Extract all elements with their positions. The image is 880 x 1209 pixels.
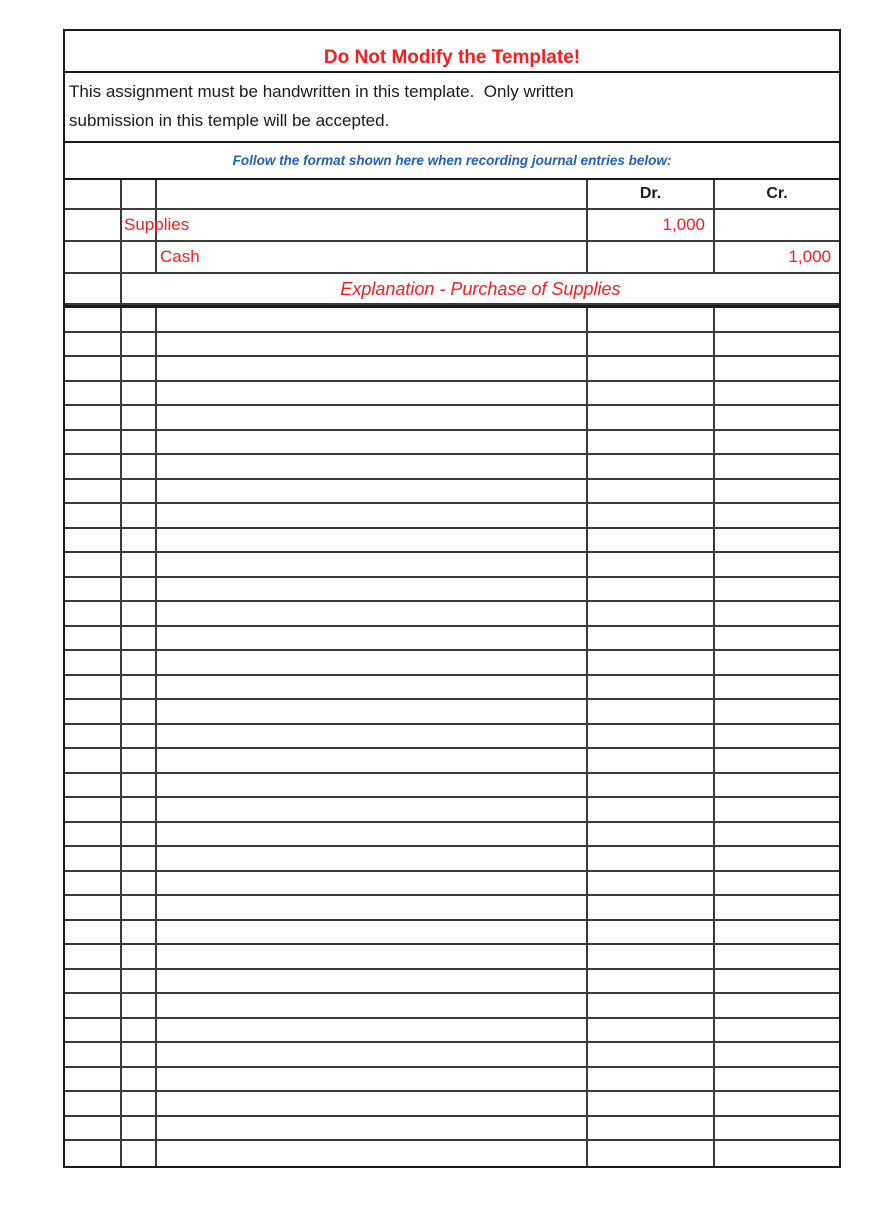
account-cell[interactable] [157,333,588,356]
debit-cell[interactable] [588,1068,715,1091]
journal-entry-row[interactable] [65,406,839,431]
ref-cell[interactable] [122,480,157,503]
credit-cell[interactable] [715,921,839,944]
notice-line-2: submission in this temple will be accepted. [69,111,390,130]
account-cell[interactable] [157,480,588,503]
debit-cell[interactable] [588,847,715,870]
date-cell[interactable] [65,725,122,748]
journal-entry-row[interactable] [65,872,839,897]
journal-entry-row[interactable] [65,921,839,946]
date-cell[interactable] [65,700,122,723]
ref-cell[interactable] [122,1068,157,1091]
ref-cell[interactable] [122,529,157,552]
debit-cell[interactable] [588,676,715,699]
ref-cell[interactable] [122,798,157,821]
credit-cell[interactable] [715,406,839,429]
journal-grid [65,180,839,1166]
blank-entry-rows [65,305,839,1166]
credit-cell[interactable] [715,798,839,821]
journal-entry-row[interactable] [65,357,839,382]
debit-cell[interactable] [588,798,715,821]
example-debit-account: Supplies [124,215,190,234]
credit-cell[interactable] [715,700,839,723]
debit-cell[interactable] [588,749,715,772]
debit-cell[interactable] [588,1019,715,1042]
account-cell[interactable] [157,749,588,772]
date-cell[interactable] [65,382,122,405]
account-cell[interactable] [157,406,588,429]
journal-entry-row[interactable] [65,896,839,921]
ref-cell[interactable] [122,774,157,797]
date-cell[interactable] [65,529,122,552]
account-cell[interactable] [157,872,588,895]
date-cell[interactable] [65,798,122,821]
date-cell[interactable] [65,676,122,699]
debit-cell[interactable] [588,896,715,919]
ref-cell[interactable] [122,1092,157,1115]
credit-cell[interactable] [715,872,839,895]
credit-cell[interactable] [715,529,839,552]
example-credit-account: Cash [157,242,588,272]
example-date-cell [65,274,122,303]
credit-cell[interactable] [715,308,839,331]
date-cell[interactable] [65,970,122,993]
journal-entry-row[interactable] [65,308,839,333]
debit-cell[interactable] [588,945,715,968]
credit-cell[interactable] [715,1141,839,1166]
debit-cell[interactable] [588,1117,715,1140]
credit-cell[interactable] [715,382,839,405]
account-cell[interactable] [157,798,588,821]
credit-column-header: Cr. [766,185,788,202]
journal-entry-row[interactable] [65,847,839,872]
debit-cell[interactable] [588,774,715,797]
date-cell[interactable] [65,357,122,380]
credit-cell[interactable] [715,749,839,772]
ref-cell[interactable] [122,627,157,650]
journal-entry-row[interactable] [65,333,839,358]
ref-cell[interactable] [122,994,157,1017]
ref-cell[interactable] [122,578,157,601]
journal-entry-row[interactable] [65,1092,839,1117]
journal-entry-row[interactable] [65,798,839,823]
debit-cell[interactable] [588,1092,715,1115]
ref-cell[interactable] [122,725,157,748]
debit-cell[interactable] [588,455,715,478]
debit-column-header: Dr. [588,180,715,208]
ref-cell[interactable] [122,1043,157,1066]
account-cell[interactable] [157,676,588,699]
debit-cell[interactable] [588,431,715,454]
credit-cell[interactable] [715,357,839,380]
format-instruction-row [65,143,839,180]
date-cell[interactable] [65,945,122,968]
journal-entry-row[interactable] [65,578,839,603]
account-cell[interactable] [157,627,588,650]
credit-cell[interactable] [715,1019,839,1042]
debit-cell[interactable] [588,504,715,527]
journal-entry-row[interactable] [65,1043,839,1068]
date-cell[interactable] [65,406,122,429]
date-cell[interactable] [65,333,122,356]
account-cell[interactable] [157,651,588,674]
date-cell[interactable] [65,651,122,674]
journal-entry-row[interactable] [65,700,839,725]
ref-cell[interactable] [122,651,157,674]
example-credit-amount: 1,000 [788,247,831,266]
account-column-header [157,180,588,208]
date-cell[interactable] [65,1068,122,1091]
date-column-header [65,180,122,208]
debit-cell[interactable] [588,970,715,993]
ref-cell[interactable] [122,1117,157,1140]
credit-cell[interactable] [715,847,839,870]
account-cell[interactable] [157,994,588,1017]
credit-cell[interactable] [715,553,839,576]
credit-cell[interactable] [715,896,839,919]
ref-cell[interactable] [122,406,157,429]
ref-cell[interactable] [122,333,157,356]
debit-cell[interactable] [588,602,715,625]
journal-entry-row[interactable] [65,823,839,848]
account-cell[interactable] [157,455,588,478]
journal-template-sheet [63,29,841,1168]
example-date-cell [65,242,122,272]
date-cell[interactable] [65,994,122,1017]
date-cell[interactable] [65,1092,122,1115]
ref-cell[interactable] [122,676,157,699]
example-date-cell [65,210,122,240]
debit-cell[interactable] [588,1141,715,1166]
debit-cell[interactable] [588,1043,715,1066]
credit-cell[interactable] [715,602,839,625]
credit-cell[interactable] [715,1117,839,1140]
column-header-row [65,180,839,210]
credit-cell[interactable] [715,945,839,968]
account-cell[interactable] [157,1068,588,1091]
example-debit-amount: 1,000 [588,210,715,240]
account-cell[interactable] [157,431,588,454]
journal-entry-row[interactable] [65,431,839,456]
ref-cell[interactable] [122,749,157,772]
date-cell[interactable] [65,823,122,846]
debit-cell[interactable] [588,553,715,576]
example-explanation: Explanation - Purchase of Supplies [340,279,621,299]
ref-cell[interactable] [122,308,157,331]
example-credit-cell-empty [715,210,839,240]
journal-entry-row[interactable] [65,627,839,652]
ref-cell[interactable] [122,455,157,478]
notice-block [65,73,839,143]
journal-entry-row[interactable] [65,651,839,676]
account-cell[interactable] [157,553,588,576]
credit-cell[interactable] [715,578,839,601]
journal-entry-row[interactable] [65,1117,839,1142]
notice-line-1: This assignment must be handwritten in this template. Only written [69,82,574,101]
example-debit-row [65,210,839,242]
debit-cell[interactable] [588,357,715,380]
ref-column-header [122,180,157,208]
journal-entry-row[interactable] [65,529,839,554]
format-instruction: Follow the format shown here when recording journal entries below: [232,153,672,168]
example-debit-cell-empty [588,242,715,272]
ref-cell[interactable] [122,382,157,405]
ref-cell[interactable] [122,700,157,723]
credit-cell[interactable] [715,1092,839,1115]
credit-cell[interactable] [715,1068,839,1091]
credit-cell[interactable] [715,774,839,797]
journal-entry-row[interactable] [65,725,839,750]
ref-cell[interactable] [122,823,157,846]
date-cell[interactable] [65,578,122,601]
account-cell[interactable] [157,1043,588,1066]
credit-cell[interactable] [715,970,839,993]
ref-cell[interactable] [122,504,157,527]
journal-entry-row[interactable] [65,1019,839,1044]
ref-cell[interactable] [122,431,157,454]
account-cell[interactable] [157,357,588,380]
credit-cell[interactable] [715,676,839,699]
credit-cell[interactable] [715,431,839,454]
account-cell[interactable] [157,823,588,846]
debit-cell[interactable] [588,700,715,723]
ref-cell[interactable] [122,847,157,870]
debit-cell[interactable] [588,872,715,895]
account-cell[interactable] [157,578,588,601]
debit-cell[interactable] [588,333,715,356]
account-cell[interactable] [157,504,588,527]
account-cell[interactable] [157,847,588,870]
example-ref-cell [122,210,190,240]
ref-cell[interactable] [122,970,157,993]
date-cell[interactable] [65,1117,122,1140]
date-cell[interactable] [65,480,122,503]
account-cell[interactable] [157,1117,588,1140]
ref-cell[interactable] [122,896,157,919]
debit-cell[interactable] [588,529,715,552]
credit-cell[interactable] [715,823,839,846]
credit-cell[interactable] [715,994,839,1017]
journal-entry-row[interactable] [65,504,839,529]
credit-cell[interactable] [715,725,839,748]
credit-cell[interactable] [715,504,839,527]
example-ref-cell [122,242,157,272]
account-cell[interactable] [157,945,588,968]
account-cell[interactable] [157,970,588,993]
page-title: Do Not Modify the Template! [323,47,581,68]
credit-cell[interactable] [715,651,839,674]
account-cell[interactable] [157,529,588,552]
date-cell[interactable] [65,774,122,797]
date-cell[interactable] [65,749,122,772]
debit-cell[interactable] [588,308,715,331]
ref-cell[interactable] [122,357,157,380]
account-cell[interactable] [157,774,588,797]
journal-entry-row[interactable] [65,602,839,627]
account-cell[interactable] [157,1019,588,1042]
debit-cell[interactable] [588,382,715,405]
date-cell[interactable] [65,455,122,478]
journal-entry-row[interactable] [65,774,839,799]
ref-cell[interactable] [122,553,157,576]
ref-cell[interactable] [122,921,157,944]
journal-entry-row[interactable] [65,994,839,1019]
date-cell[interactable] [65,308,122,331]
account-cell[interactable] [157,1092,588,1115]
debit-cell[interactable] [588,627,715,650]
date-cell[interactable] [65,602,122,625]
account-cell[interactable] [157,921,588,944]
example-explanation-row [65,274,839,305]
debit-cell[interactable] [588,406,715,429]
account-cell[interactable] [157,1141,588,1166]
date-cell[interactable] [65,896,122,919]
date-cell[interactable] [65,504,122,527]
debit-cell[interactable] [588,921,715,944]
title-row [65,31,839,73]
account-cell[interactable] [157,896,588,919]
journal-entry-row[interactable] [65,945,839,970]
account-cell[interactable] [157,308,588,331]
journal-entry-row[interactable] [65,970,839,995]
date-cell[interactable] [65,431,122,454]
date-cell[interactable] [65,847,122,870]
debit-cell[interactable] [588,725,715,748]
date-cell[interactable] [65,1019,122,1042]
debit-cell[interactable] [588,994,715,1017]
credit-cell[interactable] [715,1043,839,1066]
example-credit-row [65,242,839,274]
ref-cell[interactable] [122,872,157,895]
ref-cell[interactable] [122,945,157,968]
debit-cell[interactable] [588,578,715,601]
date-cell[interactable] [65,921,122,944]
ref-cell[interactable] [122,1019,157,1042]
account-cell[interactable] [157,700,588,723]
journal-entry-row[interactable] [65,1141,839,1166]
credit-cell[interactable] [715,333,839,356]
journal-entry-row[interactable] [65,382,839,407]
credit-cell[interactable] [715,480,839,503]
journal-entry-row[interactable] [65,553,839,578]
date-cell[interactable] [65,1141,122,1166]
debit-cell[interactable] [588,480,715,503]
debit-cell[interactable] [588,651,715,674]
journal-entry-row[interactable] [65,480,839,505]
date-cell[interactable] [65,627,122,650]
date-cell[interactable] [65,872,122,895]
account-cell[interactable] [157,382,588,405]
example-account-cell [157,210,588,240]
credit-cell[interactable] [715,627,839,650]
date-cell[interactable] [65,553,122,576]
credit-cell[interactable] [715,455,839,478]
ref-cell[interactable] [122,602,157,625]
journal-entry-row[interactable] [65,676,839,701]
debit-cell[interactable] [588,823,715,846]
account-cell[interactable] [157,602,588,625]
journal-entry-row[interactable] [65,749,839,774]
journal-entry-row[interactable] [65,455,839,480]
date-cell[interactable] [65,1043,122,1066]
journal-entry-row[interactable] [65,1068,839,1093]
ref-cell[interactable] [122,1141,157,1166]
account-cell[interactable] [157,725,588,748]
